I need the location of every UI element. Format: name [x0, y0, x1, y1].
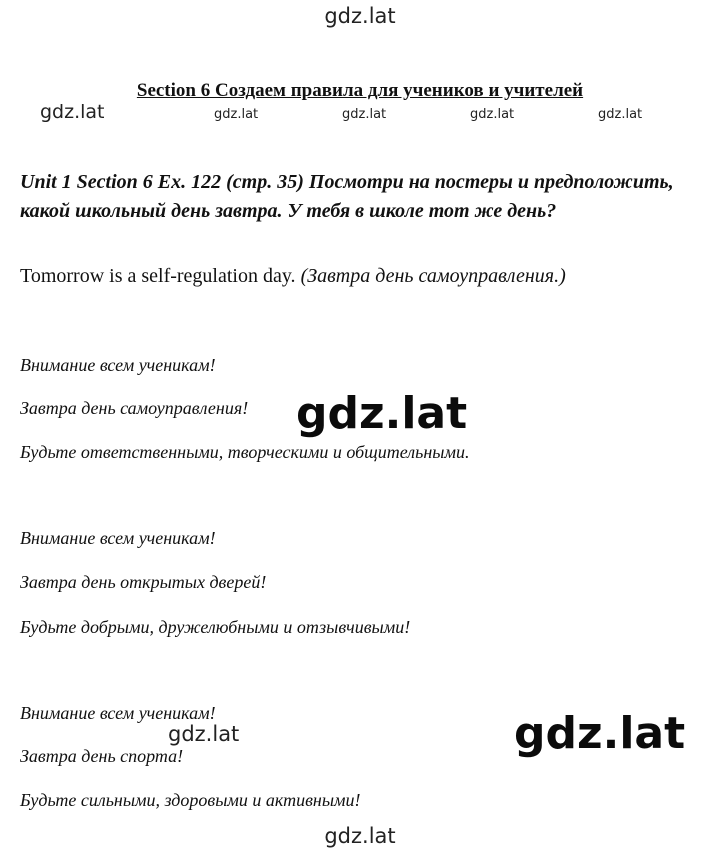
poster-3-line-3: Будьте сильными, здоровыми и активными!	[20, 790, 361, 810]
poster-3-line-2: Завтра день спорта!	[20, 746, 184, 766]
poster-2-line-3: Будьте добрыми, дружелюбными и отзывчивыми!	[20, 617, 411, 637]
poster-1-line-2: Завтра день самоуправления!	[20, 398, 249, 418]
watermark-large-right: gdz.lat	[514, 708, 686, 759]
watermark-bottom: gdz.lat	[324, 824, 396, 848]
answer-translation: (Завтра день самоуправления.)	[300, 265, 566, 287]
answer-text	[20, 265, 566, 288]
poster-1-line-1: Внимание всем ученикам!	[20, 355, 216, 375]
watermark-small: gdz.lat	[470, 107, 515, 122]
poster-3-line-1: Внимание всем ученикам!	[20, 703, 216, 723]
watermark-small: gdz.lat	[342, 107, 387, 122]
watermark-middle: gdz.lat	[168, 722, 240, 746]
poster-2-line-1: Внимание всем ученикам!	[20, 528, 216, 548]
watermark-left: gdz.lat	[40, 101, 105, 123]
section-title: Section 6 Создаем правила для учеников и учителей	[136, 80, 584, 101]
watermark-small: gdz.lat	[598, 107, 643, 122]
poster-1-line-3: Будьте ответственными, творческими и общительными.	[20, 442, 470, 462]
exercise-heading: Unit 1 Section 6 Ex. 122 (стр. 35) Посмотри на постеры и предположить, какой школьный день завтра. У тебя в школе тот же день?	[20, 171, 674, 222]
watermark-top: gdz.lat	[324, 4, 396, 28]
answer-english: Tomorrow is a self-regulation day.	[20, 265, 301, 287]
watermark-large: gdz.lat	[296, 388, 468, 439]
poster-2-line-2: Завтра день открытых дверей!	[20, 572, 267, 592]
watermark-small: gdz.lat	[214, 107, 259, 122]
